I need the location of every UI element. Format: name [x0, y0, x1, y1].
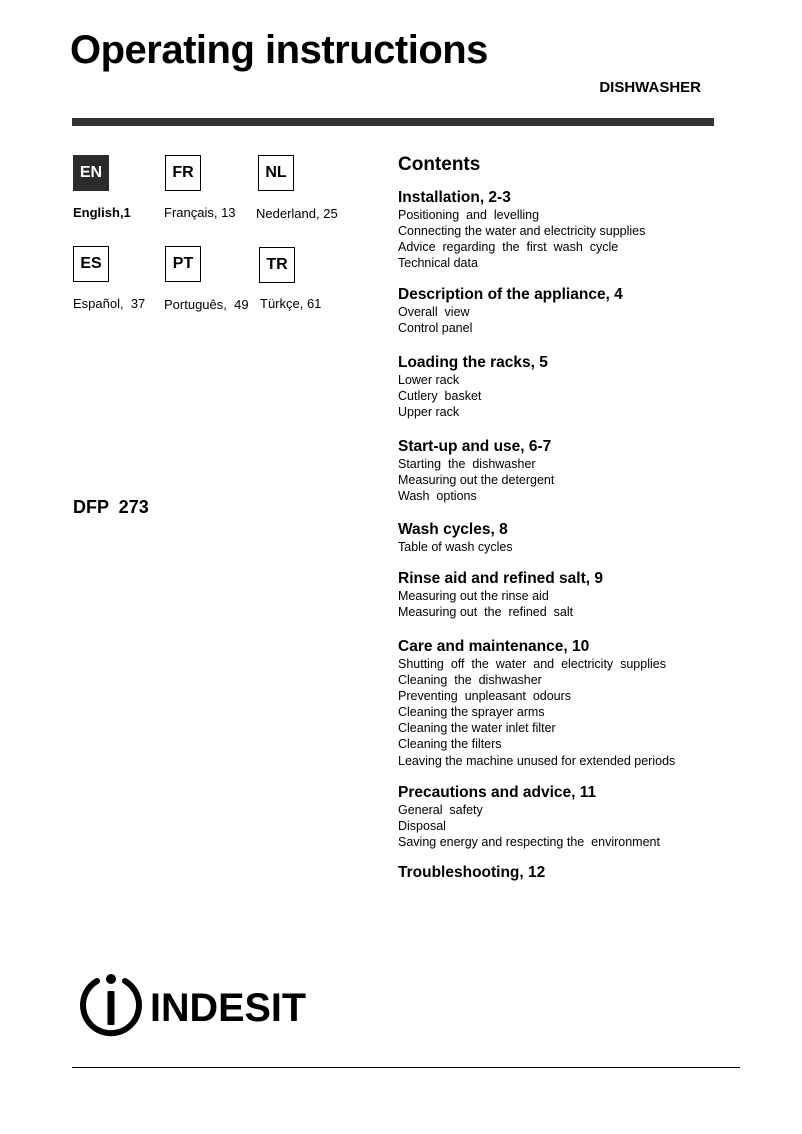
contents-title: Contents: [398, 154, 481, 175]
toc-section-precautions: [398, 784, 660, 850]
section-item[interactable]: Starting the dishwasher: [398, 457, 536, 471]
model-number: DFP 273: [73, 497, 149, 517]
section-item[interactable]: Measuring out the refined salt: [398, 605, 574, 620]
section-item[interactable]: Cleaning the sprayer arms: [398, 705, 545, 720]
toc-section-troubleshooting: [398, 864, 545, 882]
section-title[interactable]: Wash cycles, 8: [398, 521, 508, 538]
section-item[interactable]: Measuring out the rinse aid: [398, 589, 549, 603]
section-item[interactable]: Saving energy and respecting the environment: [398, 835, 660, 850]
language-label-nl: Nederland, 25: [256, 206, 338, 221]
section-item[interactable]: Preventing unpleasant odours: [398, 689, 572, 704]
section-item[interactable]: Measuring out the detergent: [398, 473, 555, 488]
section-item[interactable]: Technical data: [398, 256, 478, 271]
footer-divider: [72, 1067, 740, 1068]
section-item[interactable]: Wash options: [398, 489, 477, 504]
toc-section-installation: [398, 189, 645, 271]
toc-section-description: [398, 286, 623, 336]
section-title[interactable]: Loading the racks, 5: [398, 354, 548, 371]
section-item[interactable]: Positioning and levelling: [398, 208, 540, 222]
header-divider: [72, 118, 714, 126]
page-title: Operating instructions: [70, 28, 488, 72]
language-code-tr[interactable]: TR: [259, 247, 295, 283]
language-label-en: English,1: [73, 205, 131, 220]
section-item[interactable]: Shutting off the water and electricity supplies: [398, 657, 666, 671]
document-type: DISHWASHER: [599, 79, 701, 96]
section-item[interactable]: Upper rack: [398, 405, 460, 420]
section-title[interactable]: Troubleshooting, 12: [398, 864, 546, 881]
language-label-fr: Français, 13: [164, 205, 236, 220]
section-item[interactable]: Cleaning the water inlet filter: [398, 721, 556, 736]
section-title[interactable]: Installation, 2-3: [398, 189, 511, 206]
language-code-nl[interactable]: NL: [258, 155, 294, 191]
language-label-pt: Português, 49: [164, 297, 249, 312]
section-item[interactable]: Control panel: [398, 321, 473, 336]
section-item[interactable]: General safety: [398, 803, 483, 817]
section-item[interactable]: Cutlery basket: [398, 389, 482, 404]
section-item[interactable]: Leaving the machine unused for extended periods: [398, 753, 676, 768]
section-title[interactable]: Care and maintenance, 10: [398, 638, 590, 655]
section-item[interactable]: Connecting the water and electricity supplies: [398, 224, 646, 239]
indesit-logo-icon: [83, 974, 139, 1033]
indesit-logo: [78, 971, 310, 1037]
section-title[interactable]: Start-up and use, 6-7: [398, 438, 552, 455]
section-title[interactable]: Rinse aid and refined salt, 9: [398, 570, 604, 587]
toc-section-care: [398, 638, 675, 769]
section-item[interactable]: Cleaning the filters: [398, 737, 502, 752]
toc-section-wash-cycles: [398, 521, 513, 555]
toc-section-rinse-aid: [398, 570, 603, 620]
brand-wordmark: INDESIT: [150, 986, 306, 1030]
section-title[interactable]: Precautions and advice, 11: [398, 784, 597, 801]
language-label-es: Español, 37: [73, 296, 146, 311]
language-code-en[interactable]: EN: [73, 155, 109, 191]
section-item[interactable]: Advice regarding the first wash cycle: [398, 240, 619, 255]
language-label-tr: Türkçe, 61: [260, 296, 322, 311]
toc-section-startup: [398, 438, 554, 504]
toc-section-loading: [398, 354, 548, 420]
section-item[interactable]: Overall view: [398, 305, 470, 319]
language-code-es[interactable]: ES: [73, 246, 109, 282]
language-code-fr[interactable]: FR: [165, 155, 201, 191]
section-item[interactable]: Table of wash cycles: [398, 540, 513, 554]
language-code-pt[interactable]: PT: [165, 246, 201, 282]
section-item[interactable]: Disposal: [398, 819, 446, 834]
section-title[interactable]: Description of the appliance, 4: [398, 286, 623, 303]
section-item[interactable]: Cleaning the dishwasher: [398, 673, 542, 688]
section-item[interactable]: Lower rack: [398, 373, 460, 387]
